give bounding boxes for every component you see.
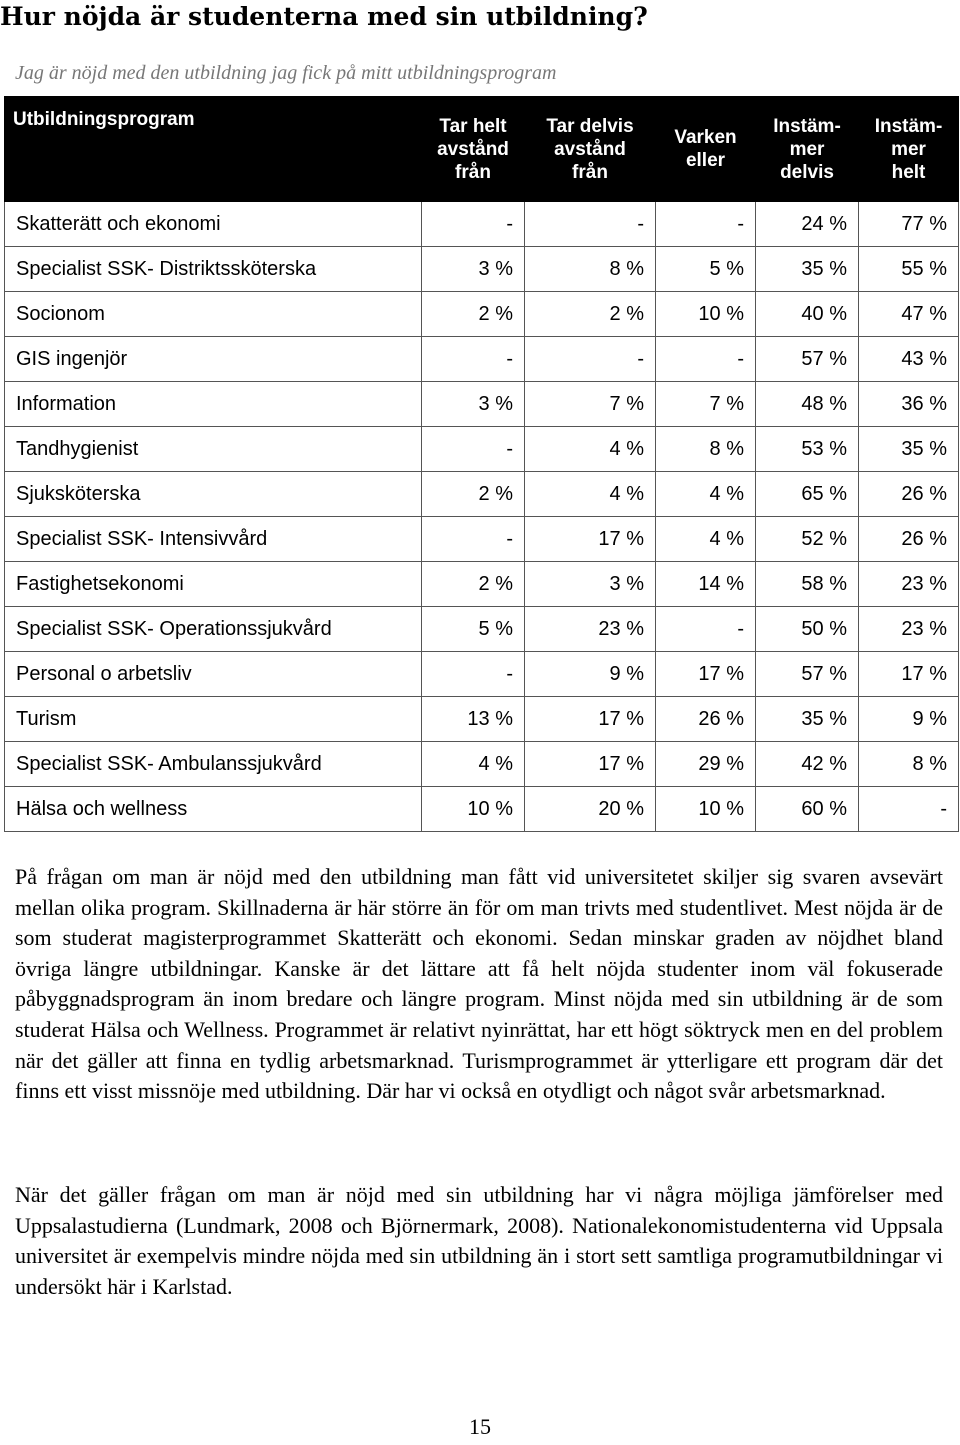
table-row <box>5 382 959 427</box>
value-cell: 57 % <box>756 337 859 382</box>
value-cell: 52 % <box>756 517 859 562</box>
value-cell: - <box>422 202 525 247</box>
program-name-cell: GIS ingenjör <box>5 337 422 382</box>
table-row <box>5 202 959 247</box>
value-cell: 50 % <box>756 607 859 652</box>
program-column-header: Utbildningsprogram <box>5 97 422 202</box>
value-cell: 17 % <box>525 517 656 562</box>
value-cell: 8 % <box>859 742 959 787</box>
table-header-row <box>5 97 959 202</box>
value-cell: 5 % <box>656 247 756 292</box>
value-cell: 43 % <box>859 337 959 382</box>
table-subheading: Jag är nöjd med den utbildning jag fick på mitt utbildningsprogram <box>15 62 557 84</box>
column-header: Instäm- mer helt <box>859 97 959 202</box>
program-name-cell: Information <box>5 382 422 427</box>
value-cell: 17 % <box>525 742 656 787</box>
value-cell: 26 % <box>859 517 959 562</box>
value-cell: 4 % <box>525 472 656 517</box>
value-cell: 10 % <box>422 787 525 832</box>
value-cell: 7 % <box>656 382 756 427</box>
table-row <box>5 607 959 652</box>
value-cell: 4 % <box>422 742 525 787</box>
value-cell: - <box>422 652 525 697</box>
program-name-cell: Specialist SSK- Intensivvård <box>5 517 422 562</box>
program-name-cell: Specialist SSK- Ambulanssjukvård <box>5 742 422 787</box>
value-cell: 35 % <box>859 427 959 472</box>
table-row <box>5 337 959 382</box>
value-cell: 8 % <box>656 427 756 472</box>
table-row <box>5 247 959 292</box>
program-name-cell: Socionom <box>5 292 422 337</box>
value-cell: 5 % <box>422 607 525 652</box>
value-cell: 24 % <box>756 202 859 247</box>
value-cell: 23 % <box>859 607 959 652</box>
value-cell: 10 % <box>656 292 756 337</box>
value-cell: 47 % <box>859 292 959 337</box>
table-row <box>5 427 959 472</box>
value-cell: 2 % <box>422 562 525 607</box>
column-header: Tar delvis avstånd från <box>525 97 656 202</box>
value-cell: 9 % <box>859 697 959 742</box>
table-row <box>5 562 959 607</box>
value-cell: 35 % <box>756 697 859 742</box>
column-header: Tar helt avstånd från <box>422 97 525 202</box>
program-name-cell: Turism <box>5 697 422 742</box>
value-cell: 42 % <box>756 742 859 787</box>
value-cell: 3 % <box>422 382 525 427</box>
value-cell: 2 % <box>525 292 656 337</box>
body-paragraph: På frågan om man är nöjd med den utbildning man fått vid universitetet skiljer sig svaren avsevärt mellan olika program. Skillnaderna är här större än för om man trivts med studentlivet. Mest nöjda är de som studerat magisterprogrammet Skatterätt och ekonomi. Sedan minskar graden av nöjdhet bland övriga längre utbildningar. Kanske är det lättare att få helt nöjda studenter inom väl fokuserade påbyggnadsprogram än inom bredare och längre program. Minst nöjda med sin utbildning är de som studerat Hälsa och Wellness. Programmet är relativt nyinrättat, har ett högt söktryck men en del problem när det gäller att finna en tydlig arbetsmarknad. Turismprogrammet är ytterligare ett program där det finns ett visst missnöje med utbildning. Där har vi också en otydligt och något svår arbetsmarknad. <box>15 864 943 1104</box>
value-cell: 3 % <box>525 562 656 607</box>
value-cell: 58 % <box>756 562 859 607</box>
value-cell: 17 % <box>656 652 756 697</box>
value-cell: 20 % <box>525 787 656 832</box>
table-row <box>5 517 959 562</box>
value-cell: 2 % <box>422 472 525 517</box>
program-name-cell: Skatterätt och ekonomi <box>5 202 422 247</box>
value-cell: 4 % <box>656 472 756 517</box>
value-cell: 4 % <box>525 427 656 472</box>
value-cell: 53 % <box>756 427 859 472</box>
program-name-cell: Fastighetsekonomi <box>5 562 422 607</box>
column-header: Varken eller <box>656 97 756 202</box>
value-cell: 29 % <box>656 742 756 787</box>
value-cell: 8 % <box>525 247 656 292</box>
satisfaction-table <box>4 96 959 832</box>
value-cell: 7 % <box>525 382 656 427</box>
value-cell: 36 % <box>859 382 959 427</box>
program-name-cell: Specialist SSK- Distriktssköterska <box>5 247 422 292</box>
value-cell: - <box>422 427 525 472</box>
column-header: Instäm- mer delvis <box>756 97 859 202</box>
value-cell: 17 % <box>859 652 959 697</box>
value-cell: - <box>859 787 959 832</box>
value-cell: - <box>656 607 756 652</box>
table-row <box>5 787 959 832</box>
value-cell: 10 % <box>656 787 756 832</box>
value-cell: 2 % <box>422 292 525 337</box>
table-row <box>5 472 959 517</box>
value-cell: - <box>422 337 525 382</box>
body-paragraph: När det gäller frågan om man är nöjd med sin utbildning har vi några möjliga jämförelser med Uppsalastudierna (Lundmark, 2008 och Björnermark, 2008). Nationalekonomistudenterna vid Uppsala universitet är exempelvis mindre nöjda med sin utbildning än i stort sett samtliga programutbildningar vi undersökt här i Karlstad. <box>15 1182 943 1299</box>
program-name-cell: Sjuksköterska <box>5 472 422 517</box>
value-cell: 23 % <box>859 562 959 607</box>
page-heading: Hur nöjda är studenterna med sin utbildning? <box>0 2 648 31</box>
value-cell: 17 % <box>525 697 656 742</box>
value-cell: 48 % <box>756 382 859 427</box>
value-cell: - <box>656 337 756 382</box>
program-name-cell: Personal o arbetsliv <box>5 652 422 697</box>
value-cell: 14 % <box>656 562 756 607</box>
value-cell: 35 % <box>756 247 859 292</box>
value-cell: 77 % <box>859 202 959 247</box>
table-row <box>5 292 959 337</box>
page-number: 15 <box>469 1414 491 1439</box>
table-row <box>5 652 959 697</box>
value-cell: - <box>422 517 525 562</box>
value-cell: 40 % <box>756 292 859 337</box>
program-name-cell: Hälsa och wellness <box>5 787 422 832</box>
table-row <box>5 742 959 787</box>
value-cell: - <box>656 202 756 247</box>
value-cell: 60 % <box>756 787 859 832</box>
value-cell: 26 % <box>859 472 959 517</box>
value-cell: - <box>525 337 656 382</box>
value-cell: 55 % <box>859 247 959 292</box>
table-row <box>5 697 959 742</box>
value-cell: 9 % <box>525 652 656 697</box>
value-cell: 26 % <box>656 697 756 742</box>
value-cell: 13 % <box>422 697 525 742</box>
program-name-cell: Tandhygienist <box>5 427 422 472</box>
value-cell: - <box>525 202 656 247</box>
value-cell: 3 % <box>422 247 525 292</box>
value-cell: 65 % <box>756 472 859 517</box>
value-cell: 4 % <box>656 517 756 562</box>
value-cell: 57 % <box>756 652 859 697</box>
value-cell: 23 % <box>525 607 656 652</box>
program-name-cell: Specialist SSK- Operationssjukvård <box>5 607 422 652</box>
